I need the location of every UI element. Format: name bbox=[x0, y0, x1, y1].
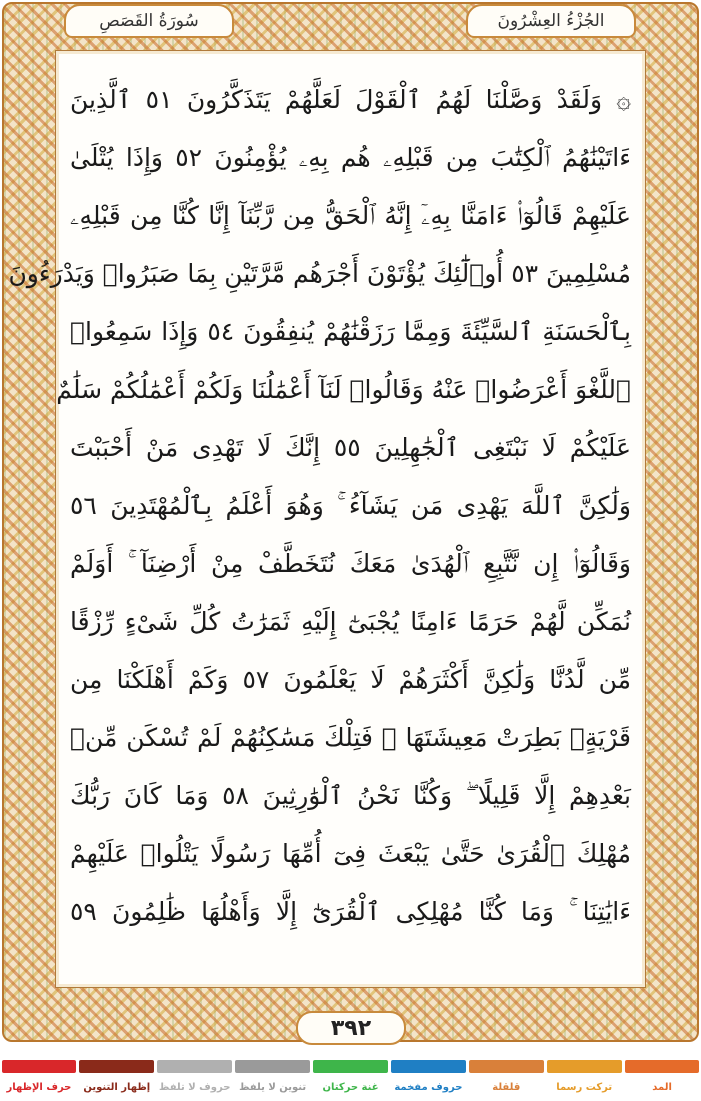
legend-label: حرف الإظهار bbox=[6, 1082, 72, 1093]
verse-line: وَقَالُوٓا۟ إِن نَّتَّبِعِ ٱلْهُدَىٰ مَعَكَ نُتَخَطَّفْ مِنْ أَرْضِنَآ ۚ أَوَلَمْ bbox=[70, 549, 631, 578]
legend-label: تنوين لا يلفظ bbox=[239, 1082, 307, 1093]
legend-swatch bbox=[391, 1060, 466, 1073]
page-number: ٣٩٢ bbox=[330, 1015, 372, 1041]
legend-item bbox=[156, 1060, 234, 1101]
juz-name-header bbox=[466, 4, 636, 38]
verse-line: بِٱلْحَسَنَةِ ٱلسَّيِّئَةَ وَمِمَّا رَزَقْنَٰهُمْ يُنفِقُونَ ٥٤ وَإِذَا سَمِعُوا۟ bbox=[70, 317, 631, 346]
legend-item bbox=[78, 1060, 156, 1101]
legend-label: حروف مفخمة bbox=[394, 1082, 463, 1093]
legend-swatch bbox=[547, 1060, 622, 1073]
verse-line: مِّن لَّدُنَّا وَلَٰكِنَّ أَكْثَرَهُمْ لَا يَعْلَمُونَ ٥٧ وَكَمْ أَهْلَكْنَا مِن bbox=[70, 665, 631, 694]
legend-item bbox=[234, 1060, 312, 1101]
surah-name-label: سُورَةُ القَصَصِ bbox=[99, 11, 199, 31]
legend-swatch bbox=[625, 1060, 700, 1073]
legend-label: غنة حركتان bbox=[322, 1082, 379, 1093]
legend-label: حروف لا تلفظ bbox=[159, 1082, 231, 1093]
legend-label: قلقلة bbox=[492, 1082, 521, 1093]
legend-swatch bbox=[157, 1060, 232, 1073]
legend-item bbox=[0, 1060, 78, 1101]
legend-item bbox=[389, 1060, 467, 1101]
verse-line: مُهْلِكَ ٱلْقُرَىٰ حَتَّىٰ يَبْعَثَ فِىٓ أُمِّهَا رَسُولًا يَتْلُوا۟ عَلَيْهِمْ bbox=[70, 839, 631, 868]
verse-line: ٱللَّغْوَ أَعْرَضُوا۟ عَنْهُ وَقَالُوا۟ لَنَآ أَعْمَٰلُنَا وَلَكُمْ أَعْمَٰلُكُمْ سَلَٰمٌ bbox=[56, 375, 631, 404]
verse-line: مُسْلِمِينَ ٥٣ أُو۟لَٰٓئِكَ يُؤْتَوْنَ أَجْرَهُم مَّرَّتَيْنِ بِمَا صَبَرُوا۟ وَيَدْرَءُونَ bbox=[8, 259, 631, 288]
page-number-badge bbox=[296, 1011, 406, 1045]
legend-label: المد bbox=[652, 1082, 672, 1093]
legend-swatch bbox=[79, 1060, 154, 1073]
verse-line: ۞ وَلَقَدْ وَصَّلْنَا لَهُمُ ٱلْقَوْلَ لَعَلَّهُمْ يَتَذَكَّرُونَ ٥١ ٱلَّذِينَ bbox=[70, 85, 631, 114]
legend-label: إظهار التنوين bbox=[83, 1082, 151, 1093]
legend-label: تركت رسما bbox=[556, 1082, 613, 1093]
legend-item bbox=[623, 1060, 701, 1101]
verse-line: عَلَيْكُمْ لَا نَبْتَغِى ٱلْجَٰهِلِينَ ٥٥ إِنَّكَ لَا تَهْدِى مَنْ أَحْبَبْتَ bbox=[70, 433, 631, 462]
verse-line: وَلَٰكِنَّ ٱللَّهَ يَهْدِى مَن يَشَآءُ ۚ وَهُوَ أَعْلَمُ بِٱلْمُهْتَدِينَ ٥٦ bbox=[70, 491, 631, 520]
legend-swatch bbox=[313, 1060, 388, 1073]
verse-line: بَعْدِهِمْ إِلَّا قَلِيلًا ۖ وَكُنَّا نَحْنُ ٱلْوَٰرِثِينَ ٥٨ وَمَا كَانَ رَبُّكَ bbox=[70, 781, 631, 810]
verse-line: ءَاتَيْنَٰهُمُ ٱلْكِتَٰبَ مِن قَبْلِهِۦ هُم بِهِۦ يُؤْمِنُونَ ٥٢ وَإِذَا يُتْلَىٰ bbox=[70, 143, 631, 172]
legend-swatch bbox=[235, 1060, 310, 1073]
surah-name-header bbox=[64, 4, 234, 38]
legend-item bbox=[312, 1060, 390, 1101]
legend-item bbox=[545, 1060, 623, 1101]
legend-swatch bbox=[2, 1060, 77, 1073]
legend-item bbox=[467, 1060, 545, 1101]
verse-line: قَرْيَةٍۭ بَطِرَتْ مَعِيشَتَهَا ۖ فَتِلْكَ مَسَٰكِنُهُمْ لَمْ تُسْكَن مِّنۢ bbox=[70, 723, 631, 752]
verse-line: ءَايَٰتِنَا ۚ وَمَا كُنَّا مُهْلِكِى ٱلْقُرَىٰٓ إِلَّا وَأَهْلُهَا ظَٰلِمُونَ ٥٩ bbox=[70, 897, 631, 926]
tajweed-color-legend bbox=[0, 1060, 701, 1101]
verse-line: عَلَيْهِمْ قَالُوٓا۟ ءَامَنَّا بِهِۦٓ إِنَّهُ ٱلْحَقُّ مِن رَّبِّنَآ إِنَّا كُنَّا مِن قَبْلِهِۦ bbox=[70, 201, 631, 230]
verse-line: نُمَكِّن لَّهُمْ حَرَمًا ءَامِنًا يُجْبَىٰٓ إِلَيْهِ ثَمَرَٰتُ كُلِّ شَىْءٍ رِّزْقًا bbox=[70, 607, 631, 636]
juz-name-label: الجُزْءُ العِشْرُونَ bbox=[497, 11, 605, 31]
legend-swatch bbox=[469, 1060, 544, 1073]
